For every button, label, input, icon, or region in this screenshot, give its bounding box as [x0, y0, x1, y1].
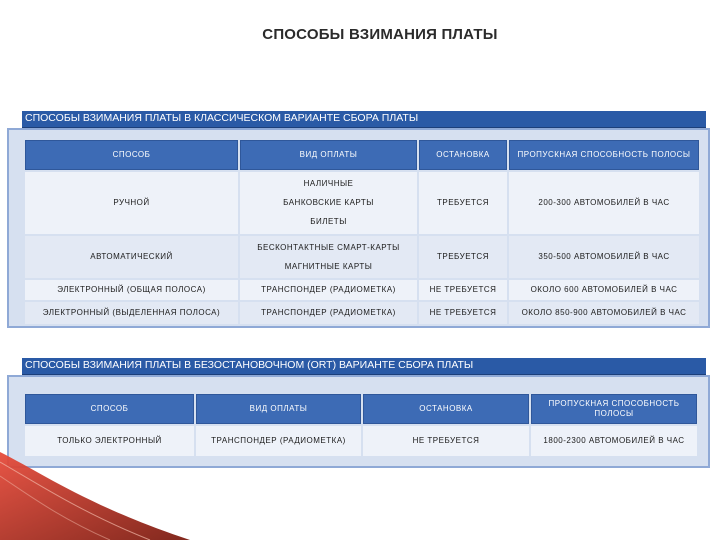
- row-electronic-shared-capacity: ОКОЛО 600 АВТОМОБИЛЕЙ В ЧАС: [509, 280, 699, 300]
- header-method: СПОСОБ: [25, 140, 238, 170]
- header-payment: ВИД ОПЛАТЫ: [240, 140, 417, 170]
- row-auto-capacity: 350-500 АВТОМОБИЛЕЙ В ЧАС: [509, 236, 699, 278]
- row-electronic-dedicated-payment: ТРАНСПОНДЕР (РАДИОМЕТКА): [240, 302, 417, 324]
- row-electronic-dedicated-stop: НЕ ТРЕБУЕТСЯ: [419, 302, 507, 324]
- row-auto-stop: ТРЕБУЕТСЯ: [419, 236, 507, 278]
- decorative-corner: [0, 452, 200, 540]
- ort-row-method: ТОЛЬКО ЭЛЕКТРОННЫЙ: [25, 426, 194, 456]
- row-manual-stop: ТРЕБУЕТСЯ: [419, 172, 507, 234]
- payment-cash: НАЛИЧНЫЕ: [303, 179, 354, 188]
- row-electronic-dedicated-method: ЭЛЕКТРОННЫЙ (ВЫДЕЛЕННАЯ ПОЛОСА): [25, 302, 238, 324]
- payment-bank-cards: БАНКОВСКИЕ КАРТЫ: [283, 198, 374, 207]
- ort-row-payment: ТРАНСПОНДЕР (РАДИОМЕТКА): [196, 426, 361, 456]
- row-electronic-shared-payment: ТРАНСПОНДЕР (РАДИОМЕТКА): [240, 280, 417, 300]
- row-electronic-shared-stop: НЕ ТРЕБУЕТСЯ: [419, 280, 507, 300]
- row-manual-capacity: 200-300 АВТОМОБИЛЕЙ В ЧАС: [509, 172, 699, 234]
- payment-magnetic-cards: МАГНИТНЫЕ КАРТЫ: [284, 261, 373, 271]
- section-1-table: [7, 128, 710, 328]
- ort-header-payment: ВИД ОПЛАТЫ: [196, 394, 361, 424]
- section-2-title: СПОСОБЫ ВЗИМАНИЯ ПЛАТЫ В БЕЗОСТАНОВОЧНОМ (ORT) ВАРИАНТЕ СБОРА ПЛАТЫ: [22, 358, 706, 375]
- payment-tickets: БИЛЕТЫ: [310, 217, 347, 226]
- ort-row-capacity: 1800-2300 АВТОМОБИЛЕЙ В ЧАС: [531, 426, 697, 456]
- page-title: СПОСОБЫ ВЗИМАНИЯ ПЛАТЫ: [262, 26, 498, 43]
- header-capacity: ПРОПУСКНАЯ СПОСОБНОСТЬ ПОЛОСЫ: [509, 140, 699, 170]
- row-electronic-dedicated-capacity: ОКОЛО 850-900 АВТОМОБИЛЕЙ В ЧАС: [509, 302, 699, 324]
- corner-swoosh-icon: [0, 452, 200, 540]
- payment-smart-cards: БЕСКОНТАКТНЫЕ СМАРТ-КАРТЫ: [257, 242, 400, 252]
- ort-row-stop: НЕ ТРЕБУЕТСЯ: [363, 426, 529, 456]
- ort-header-capacity: ПРОПУСКНАЯ СПОСОБНОСТЬ ПОЛОСЫ: [531, 394, 697, 424]
- row-electronic-shared-method: ЭЛЕКТРОННЫЙ (ОБЩАЯ ПОЛОСА): [25, 280, 238, 300]
- row-auto-method: АВТОМАТИЧЕСКИЙ: [25, 236, 238, 278]
- ort-header-method: СПОСОБ: [25, 394, 194, 424]
- section-1-title: СПОСОБЫ ВЗИМАНИЯ ПЛАТЫ В КЛАССИЧЕСКОМ ВАРИАНТЕ СБОРА ПЛАТЫ: [22, 111, 706, 128]
- ort-header-stop: ОСТАНОВКА: [363, 394, 529, 424]
- row-manual-method: РУЧНОЙ: [25, 172, 238, 234]
- row-auto-payment: [240, 236, 417, 278]
- row-manual-payment: [240, 172, 417, 234]
- header-stop: ОСТАНОВКА: [419, 140, 507, 170]
